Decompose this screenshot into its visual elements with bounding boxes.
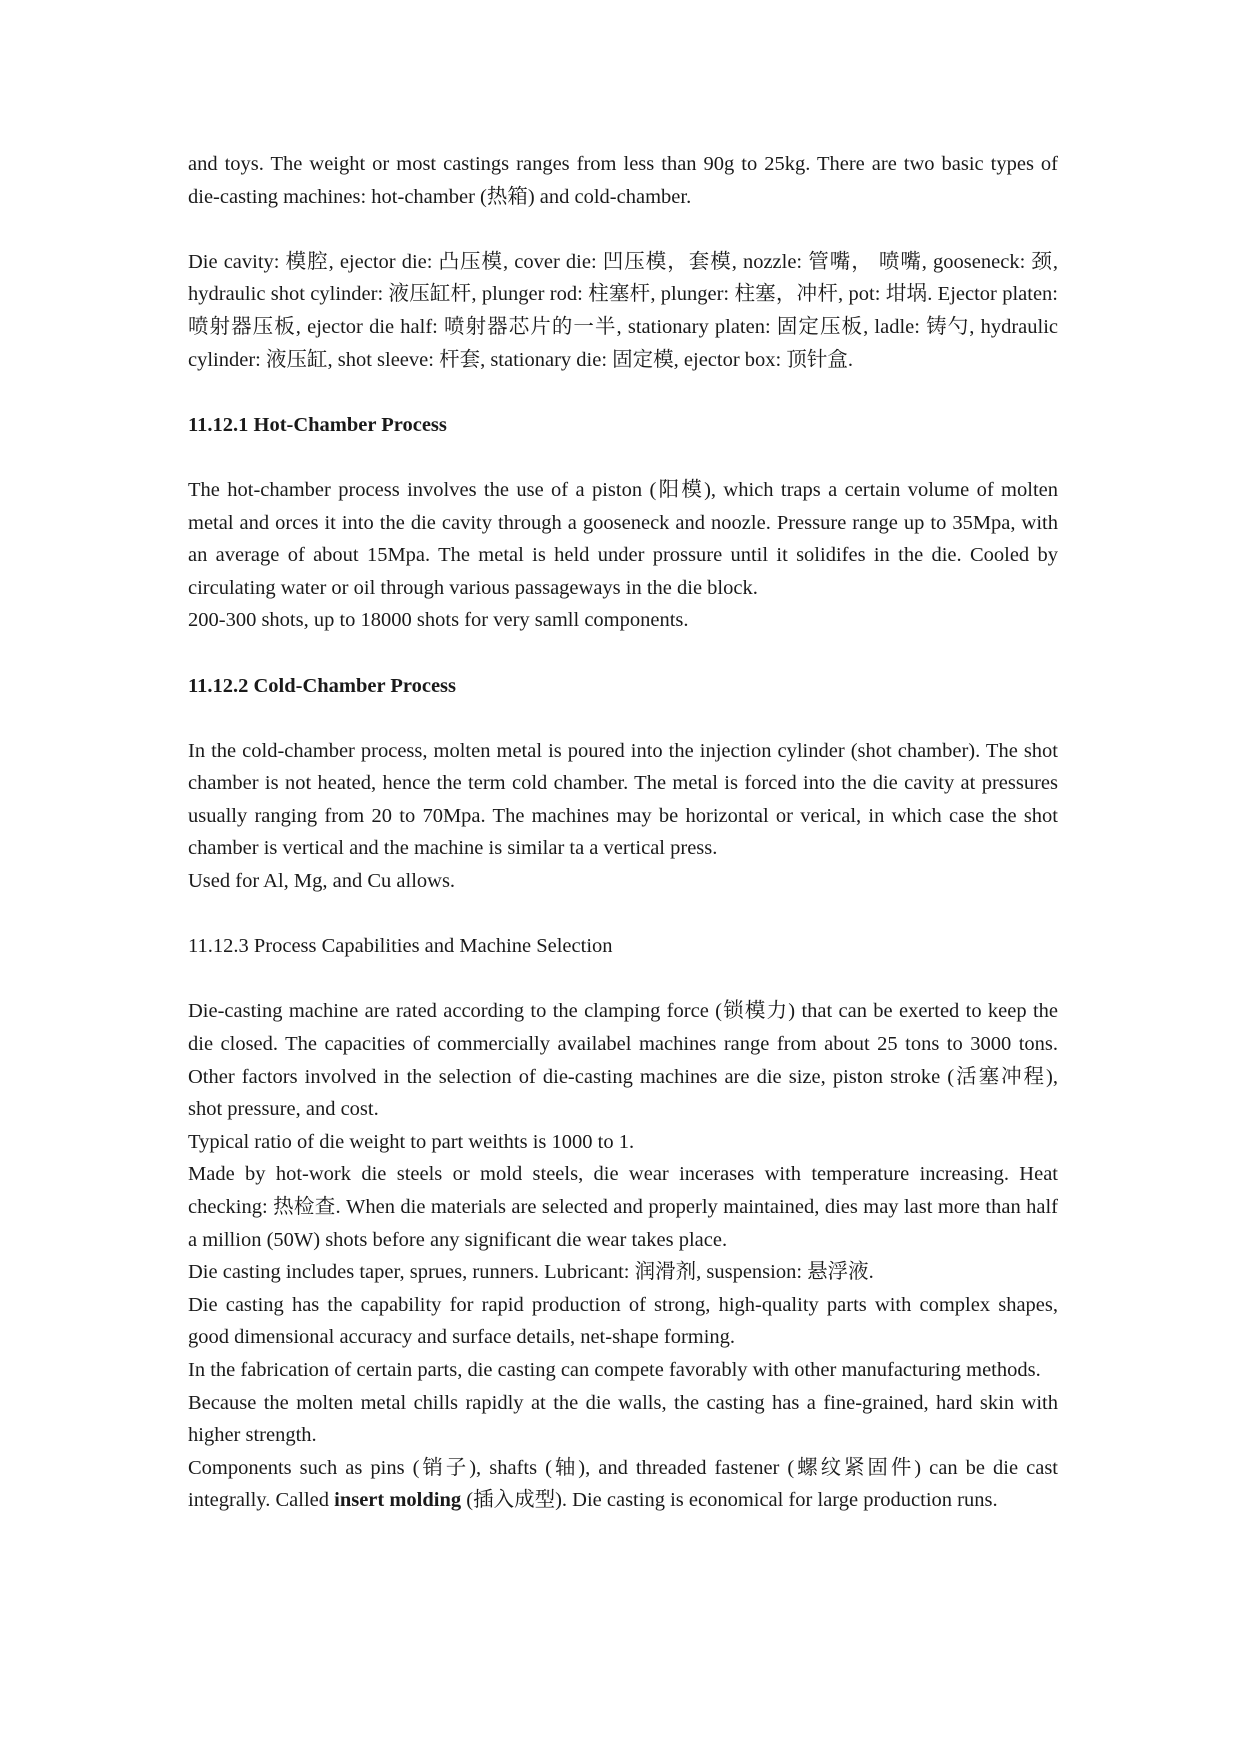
paragraph: Because the molten metal chills rapidly at the die walls, the casting has a fine-grained, hard skin with higher strength. — [188, 1391, 1058, 1447]
paragraph-insert-molding — [188, 1452, 1058, 1517]
text-run: Components such as pins (销子), shafts (轴), and threaded fastener (螺纹紧固件) can be die cast integrally. Called — [188, 1456, 1058, 1512]
section-heading-hot-chamber: 11.12.1 Hot-Chamber Process — [188, 413, 447, 436]
section-heading-cold-chamber: 11.12.2 Cold-Chamber Process — [188, 674, 457, 697]
text-run: (插入成型). Die casting is economical for large production runs. — [461, 1489, 998, 1512]
paragraph: Used for Al, Mg, and Cu allows. — [188, 870, 456, 893]
intro-paragraph: and toys. The weight or most castings ranges from less than 90g to 25kg. There are two basic types of die-casting machines: hot-chamber (热箱) and cold-chamber. — [188, 153, 1058, 208]
paragraph: Die-casting machine are rated according to the clamping force (锁模力) that can be exerted to keep the die closed. The capacities of commercially availabel machines range from about 25 tons to 3000 tons. Other factors involved in the selection of die-casting machines are die size, piston stroke (活塞冲程), shot pressure, and cost. — [188, 1000, 1058, 1121]
document-page — [188, 148, 1058, 1550]
section-body-cold-chamber — [188, 735, 1058, 898]
section-body-capabilities — [188, 995, 1058, 1517]
section-body-hot-chamber — [188, 474, 1058, 637]
paragraph: Typical ratio of die weight to part weithts is 1000 to 1. — [188, 1130, 635, 1153]
paragraph: Die casting has the capability for rapid production of strong, high-quality parts with complex shapes, good dimensional accuracy and surface details, net-shape forming. — [188, 1293, 1058, 1349]
paragraph: Die casting includes taper, sprues, runners. Lubricant: 润滑剂, suspension: 悬浮液. — [188, 1261, 874, 1284]
section-heading-capabilities: 11.12.3 Process Capabilities and Machine Selection — [188, 935, 613, 958]
paragraph: In the fabrication of certain parts, die casting can compete favorably with other manufacturing methods. — [188, 1358, 1041, 1381]
glossary-paragraph: Die cavity: 模腔, ejector die: 凸压模, cover die: 凹压模，套模, nozzle: 管嘴， 喷嘴, gooseneck: 颈, hydraulic shot cylinder: 液压缸杆, plunger rod: 柱塞杆, plunger: 柱塞，冲杆, pot: 坩埚. Ejector platen: 喷射器压板, ejector die half: 喷射器芯片的一半, stationary platen: 固定压板, ladle: 铸勺, hydraulic cylinder: 液压缸, shot sleeve: 杆套, stationary die: 固定模, ejector box: 顶针盒. — [188, 250, 1058, 371]
term-insert-molding: insert molding — [334, 1489, 462, 1512]
paragraph: 200-300 shots, up to 18000 shots for very samll components. — [188, 609, 689, 632]
paragraph: The hot-chamber process involves the use of a piston (阳模), which traps a certain volume of molten metal and orces it into the die cavity through a gooseneck and noozle. Pressure range up to 35Mpa, with an average of about 15Mpa. The metal is held under prossure until it solidifes in the die. Cooled by circulating water or oil through various passageways in the die block. — [188, 478, 1058, 599]
paragraph: Made by hot-work die steels or mold steels, die wear incerases with temperature increasing. Heat checking: 热检查. When die materials are selected and properly maintained, dies may last more than half a million (50W) shots before any significant die wear takes place. — [188, 1163, 1058, 1251]
paragraph: In the cold-chamber process, molten metal is poured into the injection cylinder (shot chamber). The shot chamber is not heated, hence the term cold chamber. The metal is forced into the die cavity at pressures usually ranging from 20 to 70Mpa. The machines may be horizontal or verical, in which case the shot chamber is vertical and the machine is similar ta a vertical press. — [188, 739, 1058, 860]
